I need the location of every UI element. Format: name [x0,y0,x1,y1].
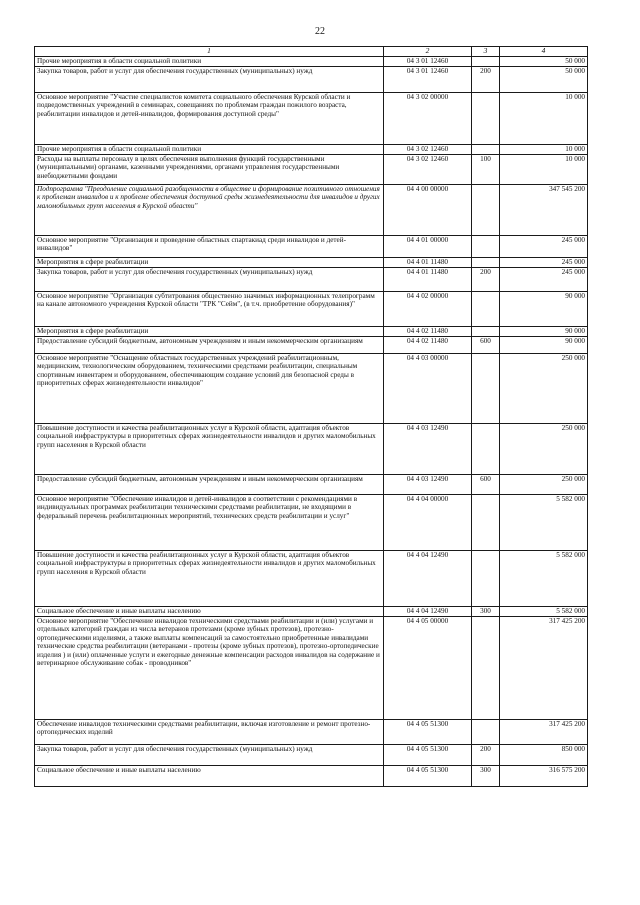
row-code: 04 4 01 00000 [384,236,472,258]
table-row [35,720,588,745]
row-name: Предоставление субсидий бюджетным, автономным учреждениям и иным некоммерческим организациям [35,337,384,354]
row-name: Основное мероприятие "Организация и проведение областных спартакиад среди инвалидов и детей-инвалидов" [35,236,384,258]
row-code: 04 4 03 12490 [384,424,472,475]
row-name: Повышение доступности и качества реабилитационных услуг в Курской области, адаптация объектов социальной инфраструктуры в приоритетных сферах жизнедеятельности инвалидов и других маломобильных групп населения в Курской области [35,424,384,475]
row-name: Предоставление субсидий бюджетным, автономным учреждениям и иным некоммерческим организациям [35,475,384,495]
row-amount: 10 000 [500,155,588,185]
row-expense-type: 600 [472,337,500,354]
row-name: Основное мероприятие "Обеспечение инвалидов техническими средствами реабилитации и (или) услугами и отдельных категорий граждан из числа ветеранов протезами (кроме зубных протезов), протезно-ортопедическими изделиями, а также выплаты компенсаций за самостоятельно приобретенные инвалидами технические средства реабилитации (ветеранами - протезы (кроме зубных протезов), протезно-ортопедические изделия ) и (или) оплаченные услуги и ежегодные денежные компенсации расходов инвалидов на содержание и ветеринарное обслуживание собак - проводников" [35,617,384,720]
row-name: Обеспечение инвалидов техническими средствами реабилитации, включая изготовление и ремонт протезно-ортопедических изделий [35,720,384,745]
row-amount: 850 000 [500,745,588,766]
row-amount: 90 000 [500,327,588,337]
column-header: 1 [35,47,384,57]
table-row [35,354,588,424]
row-code: 04 4 02 11480 [384,337,472,354]
table-row [35,292,588,327]
row-expense-type: 200 [472,268,500,292]
row-code: 04 4 05 51300 [384,745,472,766]
row-code: 04 4 02 00000 [384,292,472,327]
row-amount: 10 000 [500,145,588,155]
row-name: Социальное обеспечение и иные выплаты населению [35,607,384,617]
row-expense-type [472,617,500,720]
row-name: Мероприятия в сфере реабилитации [35,258,384,268]
row-amount: 245 000 [500,268,588,292]
row-expense-type [472,327,500,337]
row-code: 04 3 02 12460 [384,145,472,155]
row-amount: 245 000 [500,236,588,258]
row-amount: 316 575 200 [500,766,588,787]
table-body [35,57,588,787]
table-row [35,258,588,268]
row-code: 04 3 02 00000 [384,93,472,145]
table-row [35,236,588,258]
table-row [35,617,588,720]
row-expense-type [472,495,500,551]
row-name: Повышение доступности и качества реабилитационных услуг в Курской области, адаптация объектов социальной инфраструктуры в приоритетных сферах жизнедеятельности инвалидов и других маломобильных групп населения в Курской области [35,551,384,607]
row-code: 04 3 01 12460 [384,57,472,67]
row-code: 04 3 01 12460 [384,67,472,93]
table-row [35,337,588,354]
budget-table [34,46,588,787]
table-header-row [35,47,588,57]
row-code: 04 4 03 00000 [384,354,472,424]
row-name: Закупка товаров, работ и услуг для обеспечения государственных (муниципальных) нужд [35,67,384,93]
table-row [35,185,588,236]
row-expense-type: 300 [472,766,500,787]
row-amount: 347 545 200 [500,185,588,236]
row-amount: 90 000 [500,337,588,354]
row-name: Прочие мероприятия в области социальной политики [35,145,384,155]
row-name: Закупка товаров, работ и услуг для обеспечения государственных (муниципальных) нужд [35,745,384,766]
row-code: 04 4 02 11480 [384,327,472,337]
row-expense-type [472,185,500,236]
table-row [35,424,588,475]
row-name: Закупка товаров, работ и услуг для обеспечения государственных (муниципальных) нужд [35,268,384,292]
row-amount: 50 000 [500,57,588,67]
row-code: 04 4 03 12490 [384,475,472,495]
row-name: Расходы на выплаты персоналу в целях обеспечения выполнения функций государственными (муниципальными) органами, казенными учреждениями, органами управления государственными внебюджетными фондами [35,155,384,185]
column-header: 4 [500,47,588,57]
page-number: 22 [315,26,325,37]
row-expense-type [472,57,500,67]
table-row [35,607,588,617]
row-expense-type: 300 [472,607,500,617]
row-expense-type [472,292,500,327]
row-expense-type [472,424,500,475]
row-amount: 250 000 [500,354,588,424]
table-row [35,551,588,607]
row-amount: 50 000 [500,67,588,93]
row-code: 04 4 05 00000 [384,617,472,720]
row-name: Прочие мероприятия в области социальной политики [35,57,384,67]
row-name: Основное мероприятие "Организация субтитрования общественно значимых информационных телепрограмм на канале автономного учреждения Курской области "ТРК "Сейм", (в т.ч. приобретение оборудования)" [35,292,384,327]
row-amount: 5 582 000 [500,495,588,551]
row-expense-type [472,145,500,155]
table-row [35,766,588,787]
table-row [35,67,588,93]
row-expense-type: 100 [472,155,500,185]
table-row [35,495,588,551]
row-expense-type [472,258,500,268]
row-code: 04 4 05 51300 [384,720,472,745]
column-header: 3 [472,47,500,57]
row-expense-type [472,236,500,258]
row-name: Подпрограмма "Преодоление социальной разобщенности в обществе и формирование позитивного отношения к проблемам инвалидов и к проблеме обеспечения доступной среды жизнедеятельности для инвалидов и других маломобильных групп населения в Курской области" [35,185,384,236]
row-code: 04 4 04 12490 [384,551,472,607]
table-row [35,268,588,292]
row-expense-type [472,551,500,607]
row-code: 04 4 05 51300 [384,766,472,787]
table-row [35,155,588,185]
row-code: 04 4 04 12490 [384,607,472,617]
row-amount: 250 000 [500,475,588,495]
row-expense-type: 200 [472,67,500,93]
row-name: Социальное обеспечение и иные выплаты населению [35,766,384,787]
row-name: Мероприятия в сфере реабилитации [35,327,384,337]
row-amount: 245 000 [500,258,588,268]
row-expense-type: 200 [472,745,500,766]
row-amount: 317 425 200 [500,617,588,720]
row-expense-type [472,93,500,145]
row-amount: 90 000 [500,292,588,327]
row-name: Основное мероприятие "Обеспечение инвалидов и детей-инвалидов в соответствии с рекомендациями в индивидуальных программах реабилитации техническими средствами реабилитации, не входящими в федеральный перечень реабилитационных мероприятий, технических средств реабилитации и услуг" [35,495,384,551]
row-code: 04 4 04 00000 [384,495,472,551]
row-amount: 10 000 [500,93,588,145]
row-code: 04 4 01 11480 [384,268,472,292]
row-amount: 250 000 [500,424,588,475]
table-row [35,327,588,337]
column-header: 2 [384,47,472,57]
table-row [35,745,588,766]
row-code: 04 3 02 12460 [384,155,472,185]
row-amount: 5 582 000 [500,551,588,607]
row-name: Основное мероприятие "Оснащение областных государственных учреждений реабилитационным, медицинским, технологическим оборудованием, техническими средствами реабилитации, специальным спортивным инвентарем и оборудованием, обеспечивающим создание условий для безопасной среды в приоритетных сферах жизнедеятельности инвалидов" [35,354,384,424]
row-name: Основное мероприятие "Участие специалистов комитета социального обеспечения Курской области и подведомственных учреждений в семинарах, совещаниях по проблемам граждан пожилого возраста, реабилитации инвалидов и детей-инвалидов, формирования доступной среды" [35,93,384,145]
row-code: 04 4 01 11480 [384,258,472,268]
row-code: 04 4 00 00000 [384,185,472,236]
table-row [35,57,588,67]
row-amount: 5 582 000 [500,607,588,617]
row-expense-type [472,720,500,745]
table-row [35,93,588,145]
row-expense-type: 600 [472,475,500,495]
table-row [35,475,588,495]
row-amount: 317 425 200 [500,720,588,745]
row-expense-type [472,354,500,424]
table-row [35,145,588,155]
